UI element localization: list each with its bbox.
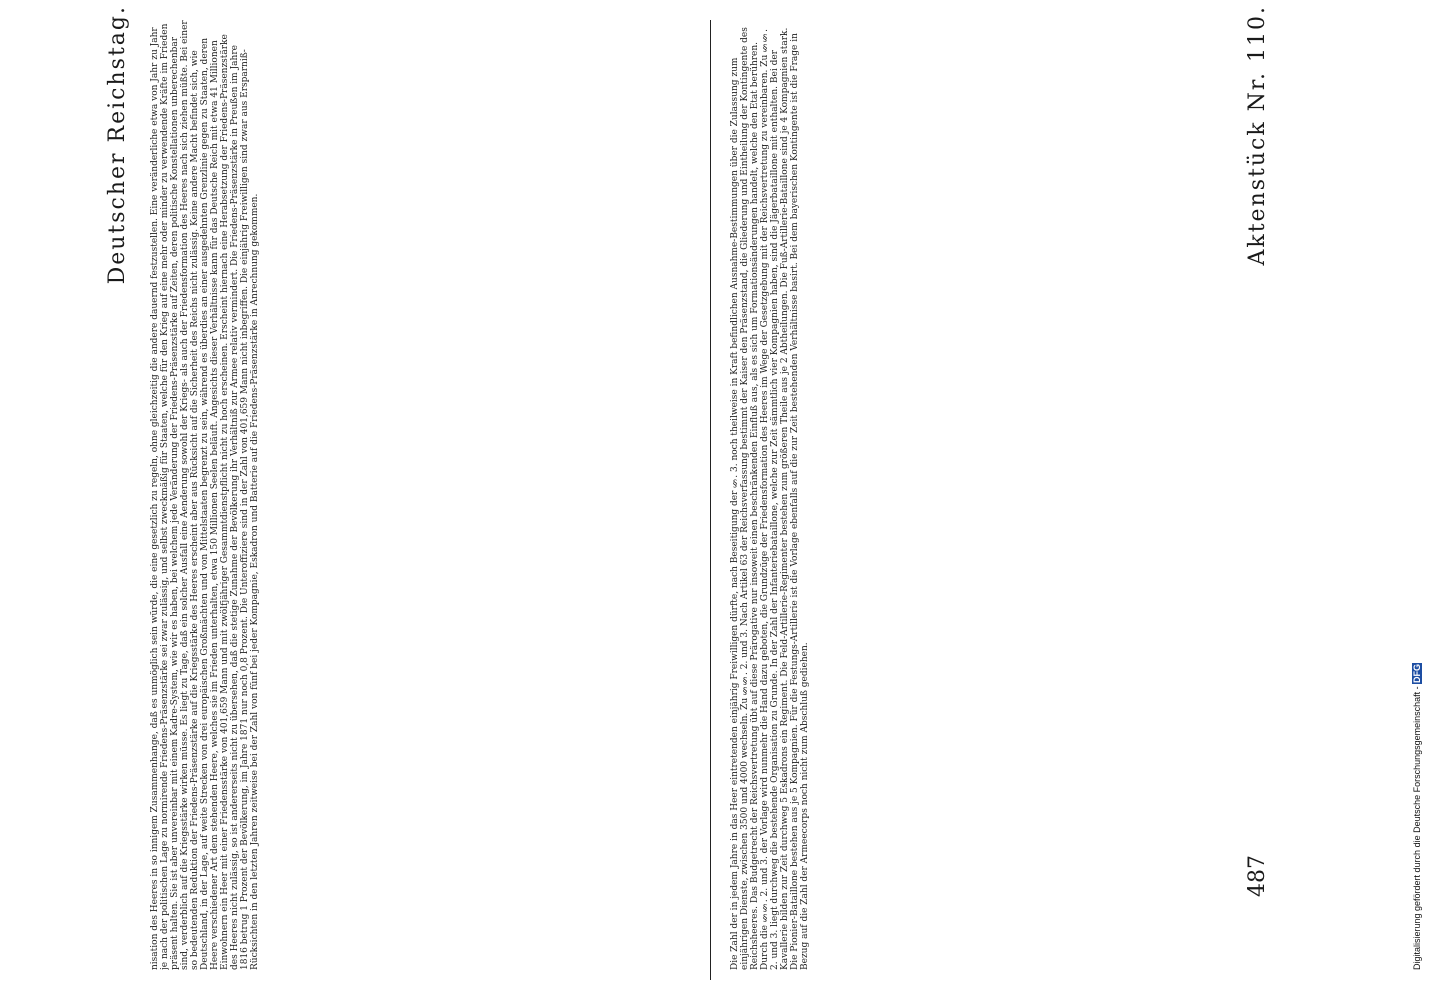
page-number: 487 (1245, 855, 1270, 897)
left-column-text: nisation des Heeres in so innigem Zusammenhange, daß es unmöglich sein würde, die eine gesetzlich zu regeln, ohne gleichzeitig die andere dauernd festzustellen. Eine veränderliche etwa von Jahr zu Jahr je nach der politischen Lage zu normirende Friedens-Präsenzstärke sei zwar zulässig, und selbst zweckmäßig für Staaten, welche für den Krieg auf eine mehr oder minder zu verwendende Kräfte im Frieden präsent halten. Sie ist aber unvereinbar mit einem Kadre-System, wie wir es haben, bei welchem jede Veränderung der Friedens-Präsenzstärke auf Zeiten, deren politische Konstellationen unberechenbar sind, verderblich auf die Kriegsstärke wirken müsse. Es liegt zu Tage, daß ein solcher Ausfall eine Aenderung sowohl der Kriegs- als auch der Friedensformation des Heeres nach sich ziehen müßte. Bei einer so bedeutenden Reduktion der Friedens-Präsenzstärke auf die Kriegsstärke des Heeres erscheint aber aus Rücksicht auf die Sicherheit des Reichs nicht zulässig. Keine andere Macht befindet sich, wie Deutschland, in der Lage, auf weite Strecken von drei europäischen Großmächten und von Mittelstaaten begrenzt zu sein, während es überdies an einer ausgedehnten Grenzlinie gegen zu Staaten, deren Heere verschiedener Art dem stehenden Heere, welches sie im Frieden unterhalten, etwa 150 Millionen Seelen beläuft. Angesichts dieser Verhältnisse kann für das Deutsche Reich mit etwa 41 Millionen Einwohnern ein Heer mit einer Friedensstärke von 401,659 Mann und mit zwölfjähriger Gesammtdienstpflicht nicht zu hoch erscheinen. Erscheint hiernach eine Herabsetzung der Friedens-Präsenzstärke des Heeres nicht zulässig, so ist andererseits nicht zu übersehen, daß die stetige Zunahme der Bevölkerung ihr Verhältniß zur Armee relativ vermindert. Die Friedens-Präsenzstärke in Preußen im Jahre 1816 betrug 1 Prozent der Bevölkerung, im Jahre 1871 nur noch 0,8 Prozent. Die Unteroffiziere sind in der Zahl von 401,659 Mann nicht inbegriffen. Die einjährig Freiwilligen sind zwar aus Ersparniß-Rücksichten in den letzten Jahren zeitweise bei der Zahl von fünf bei jeder Kompagnie, Eskadron und Batterie auf die Friedens-Präsenzstärke in Anrechnung gekommen. (150, 20, 260, 970)
running-title: Deutscher Reichstag. (105, 5, 130, 285)
section-title: Aktenstück Nr. 110. (1245, 5, 1270, 266)
credit-text: Digitalisierung gefördert durch die Deutsche Forschungsgemeinschaft (1412, 691, 1422, 970)
right-column-text: Die Zahl der in jedem Jahre in das Heer eintretenden einjährig Freiwilligen dürfte, nach Beseitigung der §. 3. noch theilweise in Kraft befindlichen Ausnahme-Bestimmungen über die Zulassung zum einjährigen Dienste, zwischen 3500 und 4000 wechseln. Zu §§. 2. und 3. Nach Artikel 63 der Reichsverfassung bestimmt der Kaiser den Präsenzstand, die Gliederung und Eintheilung der Kontingente des Reichsheeres. Das Budgetrecht der Reichsvertretung übt auf diese Prärogative nur insoweit einen beschränkenden Einfluß aus, als es sich um Formationsänderungen handelt, welche den Etat berühren. Durch die §§. 2. und 3. der Vorlage wird nunmehr die Hand dazu geboten, die Grundzüge der Friedensformation des Heeres im Wege der Gesetzgebung mit der Reichsvertretung zu vereinbaren. Zu §§. 2. und 3. liegt durchweg die bestehende Organisation zu Grunde. In der Zahl der Infanteriebataillone, welche zur Zeit sämmtlich vier Kompagnien haben, sind die Jägerbataillone mit enthalten. Bei der Kavallerie bilden zur Zeit durchweg 5 Eskadrons ein Regiment. Die Feld-Artillerie-Regimenter bestehen zum größeren Theile aus je 2 Abtheilungen. Die Fuß-Artillerie-Bataillone sind je 4 Kompagnien stark. Die Pionier-Bataillone bestehen aus je 5 Kompagnien. Für die Festungs-Artillerie ist die Vorlage ebenfalls auf die zur Zeit bestehenden Verhältnisse basirt. Bei dem bayerischen Kontingente ist die Frage in Bezug auf die Zahl der Armeecorps noch nicht zum Abschluß gediehen. (730, 27, 810, 970)
dfg-badge: DFG (1412, 663, 1422, 683)
scanned-page (50, 0, 1410, 1000)
column-divider (710, 20, 711, 980)
digitization-credit: Digitalisierung gefördert durch die Deutsche Forschungsgemeinschaft - DFG (1412, 663, 1422, 970)
